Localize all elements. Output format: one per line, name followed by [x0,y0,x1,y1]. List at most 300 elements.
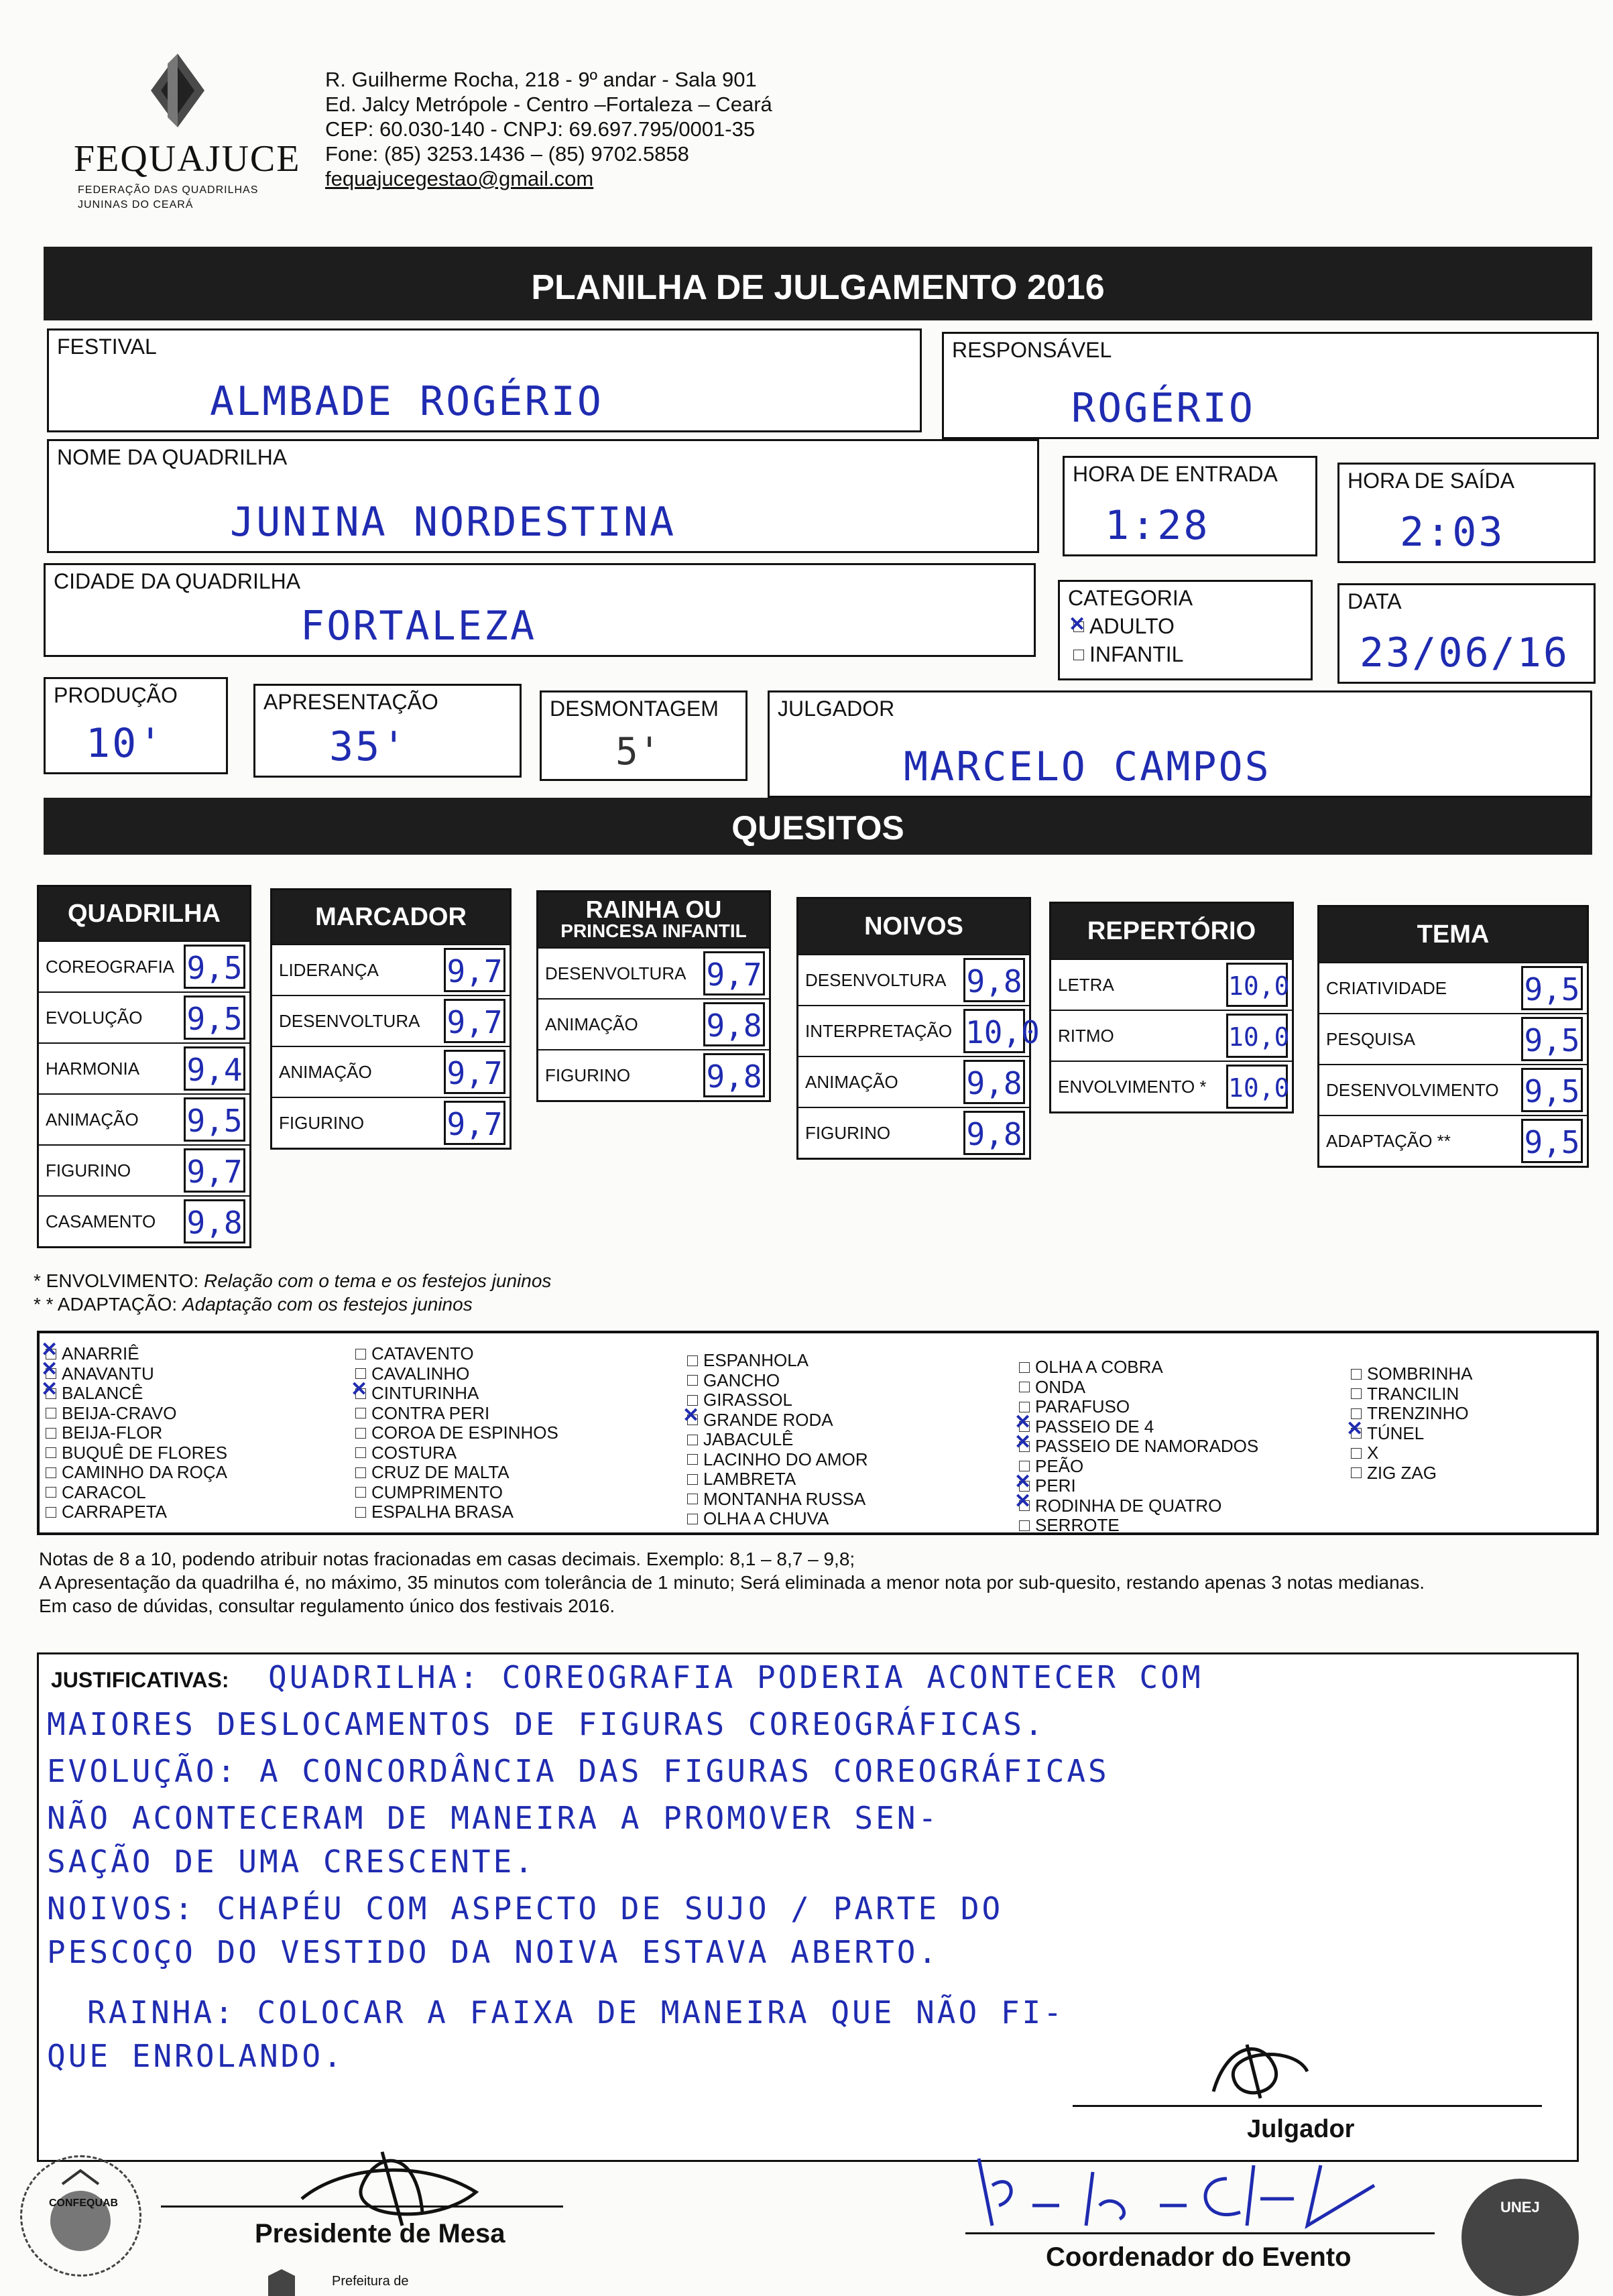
responsavel-field [942,332,1599,439]
checklist-item[interactable] [355,1502,558,1522]
checklist-label: CRUZ DE MALTA [371,1462,510,1482]
hora-entrada-field [1063,456,1317,556]
julgador-value: MARCELO CAMPOS [904,743,1271,790]
checklist-item[interactable] [46,1483,227,1503]
marcador-title: MARCADOR [272,890,510,944]
checklist-item[interactable] [46,1344,227,1364]
presidente-signature-label: Presidente de Mesa [255,2219,505,2248]
note-regulamento: Em caso de dúvidas, consultar regulamento único dos festivais 2016. [39,1595,615,1616]
confequab-seal-text: CONFEQUAB [49,2197,119,2209]
table-row [272,1046,510,1097]
checklist-label: JABACULÊ [703,1429,794,1449]
table-row [272,1097,510,1148]
org-name: FEQUAJUCE [74,138,301,180]
repertorio-title: REPERTÓRIO [1051,904,1292,959]
checklist-label: PARAFUSO [1035,1396,1130,1416]
checklist-label: LACINHO DO AMOR [703,1449,868,1469]
hora-entrada-value: 1:28 [1105,502,1210,549]
org-subtitle-1: FEDERAÇÃO DAS QUADRILHAS [78,184,259,196]
checkbox-icon [1351,1369,1362,1380]
checklist-label: CAVALINHO [371,1363,470,1384]
checklist-item[interactable] [687,1410,868,1431]
checkbox-icon [687,1494,698,1504]
score-field[interactable]: 9,7 [184,1148,245,1193]
checkbox-icon [1019,1441,1030,1452]
checkbox-icon [1019,1520,1030,1531]
noivos-table [796,897,1040,1160]
apresentacao-label: APRESENTAÇÃO [263,690,438,714]
checklist-item[interactable] [1019,1476,1258,1496]
legend-envolvimento-text: Relação com o tema e os festejos juninos [204,1270,552,1291]
checkbox-icon [1019,1421,1030,1432]
checkbox-icon [46,1507,56,1518]
checkbox-icon [355,1349,366,1360]
quadrilha-title: QUADRILHA [39,887,249,941]
criterion-label: CRIATIVIDADE [1326,978,1447,998]
hora-saida-value: 2:03 [1400,509,1505,556]
address-line-2: Ed. Jalcy Metrópole - Centro –Fortaleza – Ceará [325,93,772,116]
checklist-item[interactable] [687,1490,868,1510]
criterion-label: ANIMAÇÃO [46,1109,139,1130]
checkbox-icon [355,1388,366,1399]
checklist-item[interactable] [1019,1437,1258,1457]
checklist-item[interactable] [687,1390,868,1410]
score-field[interactable]: 9,5 [1521,1068,1583,1112]
table-row [1319,962,1587,1013]
table-row [272,995,510,1046]
responsavel-value: ROGÉRIO [1071,385,1255,432]
data-label: DATA [1348,589,1402,613]
categoria-infantil-label: INFANTIL [1089,642,1184,666]
table-row [1319,1064,1587,1115]
festival-field [47,328,922,432]
checkbox-icon [687,1414,698,1425]
checkbox-icon [687,1454,698,1465]
unej-seal [1461,2179,1579,2296]
repertorio-table [1049,902,1294,1113]
checklist-item[interactable] [1351,1443,1472,1463]
table-row [538,998,769,1049]
table-row [39,1195,249,1246]
checkbox-icon [355,1368,366,1379]
criterion-label: FIGURINO [279,1113,365,1133]
checklist-item[interactable] [1351,1384,1472,1404]
criterion-label: DESENVOLTURA [805,970,947,990]
checklist-item[interactable] [687,1430,868,1450]
checklist-item[interactable] [46,1423,227,1443]
apresentacao-field [253,684,522,778]
checklist-label: CINTURINHA [371,1383,479,1403]
checkbox-icon [355,1467,366,1478]
checklist-label: COROA DE ESPINHOS [371,1423,558,1443]
criterion-label: FIGURINO [805,1123,891,1143]
checklist-item[interactable] [1019,1417,1258,1437]
julgador-signature-line [1073,2105,1542,2107]
criterion-label: PESQUISA [1326,1029,1415,1049]
checklist-item[interactable] [687,1450,868,1470]
noivos-title: NOIVOS [798,899,1029,954]
checklist-label: PERI [1035,1475,1076,1496]
criterion-label: INTERPRETAÇÃO [805,1021,953,1041]
table-row [39,941,249,991]
checklist-item[interactable] [46,1404,227,1424]
marcador-table [270,888,512,1150]
checklist-item[interactable] [687,1469,868,1490]
nome-quadrilha-label: NOME DA QUADRILHA [57,445,288,469]
unej-seal-text: UNEJ [1500,2199,1540,2216]
criterion-label: CASAMENTO [46,1211,156,1231]
checklist-col-3 [687,1351,868,1529]
checkbox-icon [1073,621,1084,632]
confequab-seal [20,2155,141,2277]
checkbox-icon [355,1447,366,1458]
score-field[interactable]: 9,7 [444,948,505,992]
coordenador-signature-icon [972,2145,1441,2239]
criterion-label: LETRA [1058,975,1114,995]
checklist-label: TRENZINHO [1367,1403,1469,1423]
score-field[interactable]: 9,4 [184,1046,245,1091]
justification-line: MAIORES DESLOCAMENTOS DE FIGURAS COREOGRÁFICAS. [47,1706,1046,1742]
categoria-infantil-checkbox[interactable] [1073,642,1183,667]
checklist-item[interactable] [355,1364,558,1384]
cidade-label: CIDADE DA QUADRILHA [54,569,301,593]
categoria-adulto-label: ADULTO [1089,614,1175,638]
justification-line: PESCOÇO DO VESTIDO DA NOIVA ESTAVA ABERTO. [47,1934,940,1970]
checkbox-icon [687,1435,698,1445]
julgador-label: JULGADOR [778,697,895,721]
table-row [538,1049,769,1100]
julgador-signature-label: Julgador [1247,2115,1355,2143]
festival-value: ALMBADE ROGÉRIO [210,378,603,425]
checklist-label: ANAVANTU [62,1363,154,1384]
checklist-label: TRANCILIN [1367,1383,1459,1404]
data-value: 23/06/16 [1360,629,1569,676]
score-field[interactable]: 9,7 [703,951,765,995]
julgador-field [768,690,1592,798]
checklist-item[interactable] [355,1423,558,1443]
checklist-label: CONTRA PERI [371,1402,490,1423]
justificativas-label: JUSTIFICATIVAS: [51,1668,229,1692]
rainha-table [536,890,771,1102]
checklist-col-5 [1351,1364,1472,1483]
table-row [1051,1010,1292,1061]
checkbox-icon [46,1467,56,1478]
criterion-label: EVOLUÇÃO [46,1008,143,1028]
rainha-title-line2: PRINCESA INFANTIL [560,920,747,941]
checklist-label: BEIJA-CRAVO [62,1402,177,1423]
legend-envolvimento [34,1270,551,1292]
table-row [798,1107,1029,1158]
org-subtitle-2: JUNINAS DO CEARÁ [78,199,194,210]
criterion-label: DESENVOLVIMENTO [1326,1080,1499,1100]
criterion-label: HARMONIA [46,1059,140,1079]
checklist-item[interactable] [355,1344,558,1364]
checklist-label: PASSEIO DE 4 [1035,1416,1154,1437]
score-field[interactable]: 9,7 [444,1101,505,1145]
checkbox-icon [1019,1362,1030,1373]
legend-envolvimento-key: * ENVOLVIMENTO: [34,1270,199,1291]
rainha-title [538,892,769,947]
checkbox-icon [46,1388,56,1399]
checklist-label: ESPANHOLA [703,1350,809,1370]
score-field[interactable]: 9,8 [703,1002,765,1046]
score-field[interactable]: 10,0 [1226,1014,1288,1058]
checklist-item[interactable] [1019,1496,1258,1516]
responsavel-label: RESPONSÁVEL [952,338,1112,362]
table-row [1051,959,1292,1010]
desmontagem-label: DESMONTAGEM [550,697,719,721]
score-field[interactable]: 9,5 [1521,966,1583,1010]
criterion-label: FIGURINO [545,1065,631,1085]
criterion-label: ANIMAÇÃO [805,1072,898,1092]
desmontagem-value: 5' [615,730,661,774]
seal-icon [22,2157,139,2275]
producao-value: 10' [86,720,165,767]
checklist-label: PEÃO [1035,1455,1084,1476]
checklist-item[interactable] [1351,1463,1472,1484]
checklist-item[interactable] [1351,1404,1472,1424]
city-crest-icon [265,2269,298,2296]
cidade-value: FORTALEZA [300,603,537,650]
table-row [272,944,510,995]
checklist-label: CAMINHO DA ROÇA [62,1462,228,1482]
checkbox-icon [355,1428,366,1439]
checklist-item[interactable] [1351,1364,1472,1384]
producao-field [44,677,228,774]
table-row [1051,1061,1292,1111]
checkbox-icon [46,1487,56,1498]
checklist-item[interactable] [1019,1397,1258,1417]
score-field[interactable]: 9,5 [1521,1017,1583,1061]
score-field[interactable]: 9,8 [963,958,1025,1002]
nome-quadrilha-field [47,439,1039,553]
checklist-label: OLHA A COBRA [1035,1357,1163,1377]
presidente-signature-line [161,2206,563,2208]
checklist-col-1 [46,1344,227,1522]
checkbox-icon [1351,1467,1362,1478]
table-row [39,1144,249,1195]
checklist-label: COSTURA [371,1442,457,1463]
checklist-label: CARRAPETA [62,1502,167,1522]
criterion-label: COREOGRAFIA [46,957,175,977]
justification-line: EVOLUÇÃO: A CONCORDÂNCIA DAS FIGURAS COREOGRÁFICAS [47,1753,1110,1789]
checkbox-icon [355,1408,366,1418]
checklist-col-2 [355,1344,558,1522]
criterion-label: ADAPTAÇÃO ** [1326,1131,1451,1151]
checklist-label: ZIG ZAG [1367,1462,1437,1483]
table-row [39,1042,249,1093]
checklist-label: ESPALHA BRASA [371,1502,514,1522]
checklist-label: GIRASSOL [703,1390,792,1410]
hora-entrada-label: HORA DE ENTRADA [1073,462,1278,486]
legend-adaptacao [34,1294,473,1315]
checkbox-icon [687,1355,698,1366]
criterion-label: FIGURINO [46,1160,131,1181]
checklist-label: X [1367,1443,1379,1463]
score-field[interactable]: 10,0 [963,1009,1025,1053]
checklist-label: ONDA [1035,1376,1086,1397]
checklist-label: MONTANHA RUSSA [703,1488,866,1509]
note-tolerance: A Apresentação da quadrilha é, no máximo, 35 minutos com tolerância de 1 minuto; Será eliminada a menor nota por sub-quesito, restando apenas 3 notas medianas. [39,1572,1425,1593]
checklist-item[interactable] [1019,1516,1258,1536]
checkbox-icon [46,1368,56,1379]
score-field[interactable]: 9,7 [444,1050,505,1094]
justification-line: QUADRILHA: COREOGRAFIA PODERIA ACONTECER COM [268,1659,1203,1695]
checklist-item[interactable] [1019,1457,1258,1477]
checklist-label: GANCHO [703,1370,780,1390]
presidente-signature-icon [288,2138,503,2232]
checklist-label: SERROTE [1035,1515,1120,1535]
festival-label: FESTIVAL [57,335,157,359]
justification-line: QUE ENROLANDO. [47,2038,345,2074]
quadrilha-table [37,885,251,1248]
criterion-label: DESENVOLTURA [279,1011,420,1031]
criterion-label: LIDERANÇA [279,960,379,980]
julgador-signature-icon [1200,2031,1321,2112]
checklist-item[interactable] [687,1371,868,1391]
checklist-label: CATAVENTO [371,1343,474,1364]
checklist-label: CUMPRIMENTO [371,1482,503,1502]
address-line-3: CEP: 60.030-140 - CNPJ: 69.697.795/0001-35 [325,117,756,141]
checkbox-icon [687,1474,698,1485]
checkbox-icon [1351,1428,1362,1439]
checklist-item[interactable] [355,1463,558,1483]
checklist-item[interactable] [355,1384,558,1404]
checklist-item[interactable] [355,1483,558,1503]
checkbox-icon [355,1487,366,1498]
legend-adaptacao-key: * * ADAPTAÇÃO: [34,1294,178,1315]
checklist-item[interactable] [1351,1424,1472,1444]
checklist-label: PASSEIO DE NAMORADOS [1035,1436,1259,1456]
legend-adaptacao-text: Adaptação com os festejos juninos [182,1294,473,1315]
page-title: PLANILHA DE JULGAMENTO 2016 [44,247,1592,320]
table-row [798,954,1029,1005]
checkbox-icon [46,1408,56,1418]
coordenador-signature-label: Coordenador do Evento [1046,2242,1352,2272]
justification-line: SAÇÃO DE UMA CRESCENTE. [47,1844,536,1880]
checkbox-icon [1073,650,1084,660]
checklist-label: OLHA A CHUVA [703,1508,829,1528]
checklist-item[interactable] [1019,1378,1258,1398]
rainha-title-line1: RAINHA OU [585,896,722,923]
address-line-1: R. Guilherme Rocha, 218 - 9º andar - Sala 901 [325,68,757,91]
checklist-item[interactable] [687,1509,868,1529]
checklist-label: ANARRIÊ [62,1343,139,1364]
categoria-field [1058,580,1313,680]
score-field[interactable]: 9,5 [184,995,245,1040]
criterion-label: DESENVOLTURA [545,963,686,983]
checklist-item[interactable] [46,1463,227,1483]
table-row [39,991,249,1042]
checkbox-icon [1351,1388,1362,1399]
checkbox-icon [687,1375,698,1386]
hora-saida-field [1337,463,1596,563]
checklist-item[interactable] [46,1384,227,1404]
checkbox-icon [1019,1382,1030,1392]
categoria-adulto-checkbox[interactable] [1073,614,1175,639]
score-field[interactable]: 9,8 [963,1111,1025,1155]
checklist-item[interactable] [355,1404,558,1424]
checklist-label: TÚNEL [1367,1423,1425,1443]
table-row [1319,1013,1587,1064]
nome-quadrilha-value: JUNINA NORDESTINA [230,499,676,546]
score-field[interactable]: 10,0 [1226,1065,1288,1109]
quesitos-title: QUESITOS [44,798,1592,855]
score-field[interactable]: 9,8 [963,1060,1025,1104]
table-row [798,1005,1040,1056]
org-address [325,67,772,191]
criterion-label: ANIMAÇÃO [279,1062,372,1082]
footer-prefeitura: Prefeitura de [332,2274,409,2289]
data-field [1337,583,1596,684]
checklist-item[interactable] [687,1351,868,1371]
checklist-label: BEIJA-FLOR [62,1423,163,1443]
checklist-col-4 [1019,1357,1258,1536]
score-field[interactable]: 9,7 [444,999,505,1043]
producao-label: PRODUÇÃO [54,683,178,707]
justification-line: NÃO ACONTECERAM DE MANEIRA A PROMOVER SEN- [47,1800,940,1836]
checklist-item[interactable] [355,1443,558,1463]
criterion-label: RITMO [1058,1026,1114,1046]
note-scale: Notas de 8 a 10, podendo atribuir notas fracionadas em casas decimais. Exemplo: 8,1 – 8,7 – 9,8; [39,1549,855,1569]
coordenador-signature-line [965,2232,1435,2234]
checkbox-icon [1019,1461,1030,1471]
apresentacao-value: 35' [329,723,408,770]
tema-table [1317,905,1589,1168]
hora-saida-label: HORA DE SAÍDA [1348,469,1514,493]
checklist-item[interactable] [46,1364,227,1384]
checklist-label: LAMBRETA [703,1469,796,1489]
score-field[interactable]: 9,5 [184,945,245,989]
table-row [39,1093,249,1144]
checkbox-icon [1019,1500,1030,1511]
score-field[interactable]: 10,0 [1226,963,1288,1007]
justification-line: NOIVOS: CHAPÉU COM ASPECTO DE SUJO / PARTE DO [47,1890,1004,1927]
checklist-item[interactable] [46,1443,227,1463]
org-logo [74,50,301,225]
table-row [1319,1115,1587,1166]
cidade-field [44,563,1036,657]
checklist-label: SOMBRINHA [1367,1364,1473,1384]
checkbox-icon [687,1514,698,1524]
checklist-label: GRANDE RODA [703,1409,833,1430]
desmontagem-field [540,690,748,781]
criterion-label: ENVOLVIMENTO * [1058,1077,1207,1097]
table-row [538,947,769,998]
checklist-label: BALANCÊ [62,1383,143,1403]
checklist-item[interactable] [46,1502,227,1522]
criterion-label: ANIMAÇÃO [545,1014,638,1034]
categoria-label: CATEGORIA [1068,586,1193,610]
tema-title: TEMA [1319,907,1587,962]
checkbox-icon [46,1428,56,1439]
score-field[interactable]: 9,8 [184,1199,245,1244]
table-row [798,1056,1029,1107]
checkbox-icon [1351,1448,1362,1459]
score-field[interactable]: 9,8 [703,1053,765,1097]
checklist-item[interactable] [1019,1357,1258,1378]
checkbox-icon [355,1507,366,1518]
checkbox-icon [46,1447,56,1458]
checklist-label: BUQUÊ DE FLORES [62,1442,228,1463]
checklist-label: CARACOL [62,1482,146,1502]
justification-line: RAINHA: COLOCAR A FAIXA DE MANEIRA QUE NÃO FI- [87,1994,1065,2031]
score-field[interactable]: 9,5 [184,1097,245,1142]
address-line-4: Fone: (85) 3253.1436 – (85) 9702.5858 [325,142,689,166]
checklist-label: RODINHA DE QUATRO [1035,1495,1222,1516]
email-link[interactable]: fequajucegestao@gmail.com [325,167,594,190]
score-field[interactable]: 9,5 [1521,1119,1583,1163]
